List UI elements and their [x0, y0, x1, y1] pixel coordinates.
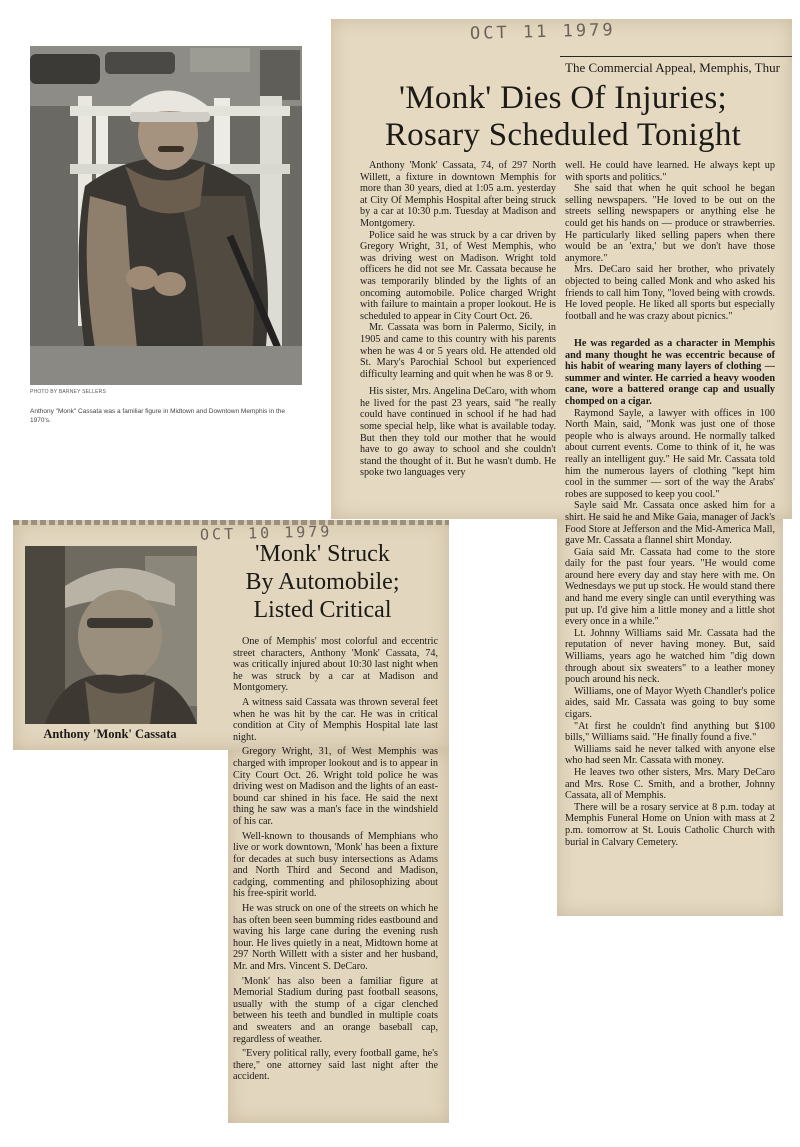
paragraph: Anthony 'Monk' Cassata, 74, of 297 North Willett, a fixture in downtown Memphis for more than 30 years, died at 1:05 a.m. yesterday at City Of Memphis Hospital after being struck by a car at 10:30 p.m. Tuesday at Madison and Montgomery. [360, 160, 556, 229]
main-headline-line2: Rosary Scheduled Tonight [384, 117, 742, 153]
paragraph: Mrs. DeCaro said her brother, who privately objected to being called Monk and who asked his friends to call him Tony, "loved being with crowds. He loved people. He liked all sports but especially football and he was crazy about picnics." [565, 264, 775, 322]
paragraph: One of Memphis' most colorful and eccentric street characters, Anthony 'Monk' Cassata, 74, was critically injured about 10:30 last night when he was struck by a car at Madison and Montgomery. [233, 636, 438, 694]
feature-photo-block [30, 46, 302, 425]
first-headline-line3: Listed Critical [253, 597, 392, 623]
paragraph: Well-known to thousands of Memphians who live or work downtown, 'Monk' has been a fixture for decades at such busy intersections as Adams and North Third and Second and Madison, cadging, commenting and philosophizing about his free-spirit world. [233, 830, 438, 900]
paragraph: Williams said he never talked with anyone else who had seen Mr. Cassata with money. [565, 743, 775, 767]
headshot-photo [25, 546, 197, 724]
paragraph: well. He could have learned. He always kept up with sports and politics." [565, 160, 775, 183]
paragraph: His sister, Mrs. Angelina DeCaro, with whom he lived for the past 23 years, said "he really could have continued in school if he had had some special help, like what is available today. But then they told our mother that he would have to go away to school and she couldn't stand the thought of it. But he wasn't dumb. He spoke two languages very [360, 386, 556, 479]
paragraph: He was regarded as a character in Memphis and many thought he was eccentric because of his habit of wearing many layers of clothing — summer and winter. He carried a heavy wooden cane, wore a battered orange cap and usually chomped on a cigar. [565, 338, 775, 407]
paragraph: She said that when he quit school he began selling newspapers. "He loved to be out on the streets selling newspapers or anything else he could get his hands on — produce or strawberries. He particularly liked selling papers when there would be an 'extra,' but we don't have those anymore." [565, 183, 775, 264]
headshot-caption: Anthony 'Monk' Cassata [43, 727, 177, 741]
paragraph: He leaves two other sisters, Mrs. Mary DeCaro and Mrs. Rose C. Smith, and a brother, Johnny Cassata, all of Memphis. [565, 766, 775, 802]
first-article-body [233, 636, 438, 1086]
paragraph: Williams, one of Mayor Wyeth Chandler's police aides, said Mr. Cassata was going to buy some cigars. [565, 685, 775, 720]
main-column-3 [565, 338, 775, 848]
paragraph: Mr. Cassata was born in Palermo, Sicily, in 1905 and came to this country with his parents when he was 4 or 5 years old. He attended old St. Mary's Parochial School but experienced difficulty learning and quit when he was 8 or 9. [360, 322, 556, 380]
photo-credit: PHOTO BY BARNEY SELLERS [30, 389, 107, 395]
handwritten-date: OCT 11 1979 [469, 20, 616, 44]
paragraph: He was struck on one of the streets on which he has often been seen bumming rides eastbound and waving his large cane during the evening rush hour. He lives quietly in a neat, Midtown home at 297 North Willett with a sister and her husband, Mr. and Mrs. Vincent S. DeCaro. [233, 903, 438, 973]
main-headline-line1: 'Monk' Dies Of Injuries; [399, 80, 727, 116]
paragraph: Police said he was struck by a car driven by Gregory Wright, 31, of West Memphis, who was driving west on Madison. Wright told officers he did not see Mr. Cassata because he was temporarily blinded by the lights of an oncoming automobile. Police charged Wright with failure to maintain a proper lookout. He is scheduled to appear in City Court Oct. 26. [360, 229, 556, 322]
main-column-1 [360, 160, 556, 479]
handwritten-date-2: OCT 10 1979 [199, 522, 333, 544]
masthead: The Commercial Appeal, Memphis, Thur [565, 60, 780, 75]
paragraph: Gregory Wright, 31, of West Memphis was charged with improper lookout and is to appear in City Court Oct. 26. Wright told police he was driving west on Madison and the lights of an east-bound car shined in his face. He said the next thing he saw was a man's face in the windshield of his car. [233, 746, 438, 827]
masthead-rule [560, 56, 792, 57]
photo-caption: Anthony "Monk" Cassata was a familiar figure in Midtown and Downtown Memphis in the 1970's. [30, 408, 285, 424]
paragraph: There will be a rosary service at 8 p.m. today at Memphis Funeral Home on Union with mass at 2 p.m. tomorrow at St. Louis Catholic Church with burial in Calvary Cemetery. [565, 801, 775, 848]
main-headline [338, 80, 788, 154]
paragraph: Gaia said Mr. Cassata had come to the store daily for the past four years. "He would come around here every day and stay here with me. On Wednesdays we put up stock. He would stand there and hand me every single can until everything was put up. I'd give him a little money and a little shot every once in a while." [565, 546, 775, 628]
first-headline-line1: 'Monk' Struck [255, 541, 390, 567]
paragraph: Sayle said Mr. Cassata once asked him for a shirt. He said he and Mike Gaia, manager of Jack's Food Store at Jefferson and the Mid-America Mall, gave Mr. Cassata a flannel shirt Monday. [565, 500, 775, 547]
paragraph: Lt. Johnny Williams said Mr. Cassata had the reputation of never having money. But, said Williams, years ago he watched him "dig down through about six sweaters" to a leather money pouch around his neck. [565, 627, 775, 686]
paragraph: 'Monk' has also been a familiar figure at Memorial Stadium during past football seasons, usually with the stump of a cigar clenched between his teeth and bundled in multiple coats and sweaters and an orange baseball cap, regardless of weather. [233, 975, 438, 1045]
first-headline-line2: By Automobile; [245, 569, 400, 595]
paragraph: "At first he couldn't find anything but $100 bills," Williams said. "He finally found a five." [565, 720, 775, 744]
portrait-photo [30, 46, 302, 385]
paragraph: "Every political rally, every football game, he's there," one attorney said last night after the accident. [233, 1048, 438, 1083]
main-column-2 [565, 160, 775, 322]
first-headline [205, 540, 440, 624]
paragraph: Raymond Sayle, a lawyer with offices in 100 North Main, said, "Monk was just one of those people who is always around. He normally talked about current events. Come to think of it, he was really an intelligent guy." He said Mr. Cassata told him the numerous layers of clothing "kept him cool in the summer — sort of the way the Arabs' robes are supposed to keep you cool." [565, 407, 775, 500]
paragraph: A witness said Cassata was thrown several feet when he was hit by the car. He was in critical condition at City of Memphis Hospital late last night. [233, 696, 438, 743]
